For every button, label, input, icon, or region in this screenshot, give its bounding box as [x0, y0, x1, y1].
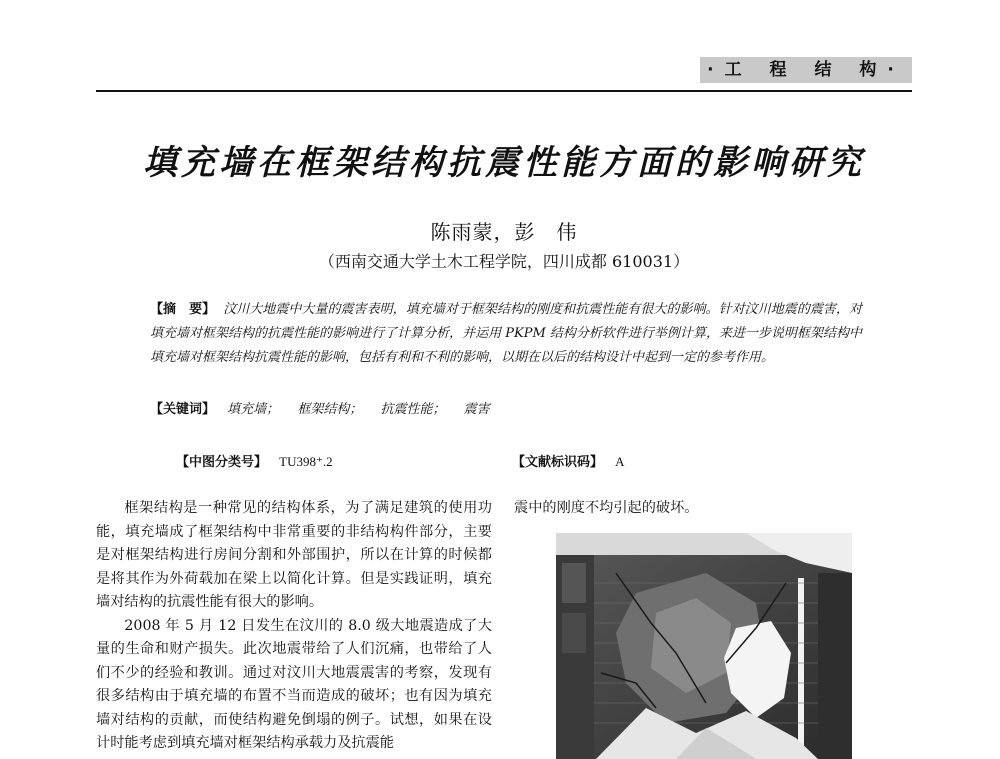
keyword-item: 震害	[463, 402, 490, 417]
paper-affiliation: （西南交通大学土木工程学院，四川成都 610031）	[318, 252, 690, 271]
damaged-infill-wall-photo	[556, 533, 852, 759]
clc-number	[176, 450, 333, 475]
keyword-item: 框架结构；	[297, 402, 363, 417]
section-tag: ·工 程 结 构·	[700, 57, 912, 83]
keywords	[150, 398, 862, 422]
doc-code-label: 【文献标识码】	[512, 455, 604, 470]
keyword-item: 填充墙；	[227, 402, 280, 417]
keyword-item: 抗震性能；	[380, 402, 446, 417]
doc-code-value: A	[615, 454, 625, 469]
paper-authors: 陈雨蒙，彭 伟	[430, 220, 578, 244]
clc-label: 【中图分类号】	[176, 455, 268, 470]
paper-title: 填充墙在框架结构抗震性能方面的影响研究	[143, 143, 865, 183]
header-rule	[96, 90, 912, 92]
body-right-column	[514, 497, 910, 521]
abstract-label: 【摘 要】	[150, 302, 216, 317]
document-code	[512, 450, 625, 475]
abstract-text: 汶川大地震中大量的震害表明，填充墙对于框架结构的刚度和抗震性能有很大的影响。针对汶川地震的震害，对填充墙对框架结构的抗震性能的影响进行了计算分析，并运用 PKPM 结构分析软件进行举例计算，来进一步说明框架结构中填充墙对框架结构抗震性能的影响，包括有利和不利的影响，以期在以后的结构设计中起到一定的参考作用。	[150, 302, 862, 365]
body-paragraph: 2008 年 5 月 12 日发生在汶川的 8.0 级大地震造成了大量的生命和财产损失。此次地震带给了人们沉痛，也带给了人们不少的经验和教训。通过对汶川大地震震害的考察，发现有很多结构由于填充墙的布置不当而造成的破坏；也有因为填充墙对结构的贡献，而使结构避免倒塌的例子。试想，如果在设计时能考虑到填充墙对框架结构承载力及抗震能	[96, 617, 492, 751]
body-left-column	[96, 497, 492, 756]
body-right-text: 震中的刚度不均引起的破坏。	[514, 500, 699, 516]
clc-value: TU398⁺.2	[279, 454, 333, 469]
keywords-label: 【关键词】	[150, 402, 216, 417]
body-paragraph: 框架结构是一种常见的结构体系，为了满足建筑的使用功能，填充墙成了框架结构中非常重要的非结构构件部分，主要是对框架结构进行房间分割和外部围护，所以在计算的时候都是将其作为外荷载加在梁上以简化计算。但是实践证明，填充墙对结构的抗震性能有很大的影响。	[96, 500, 492, 610]
abstract	[150, 298, 862, 370]
